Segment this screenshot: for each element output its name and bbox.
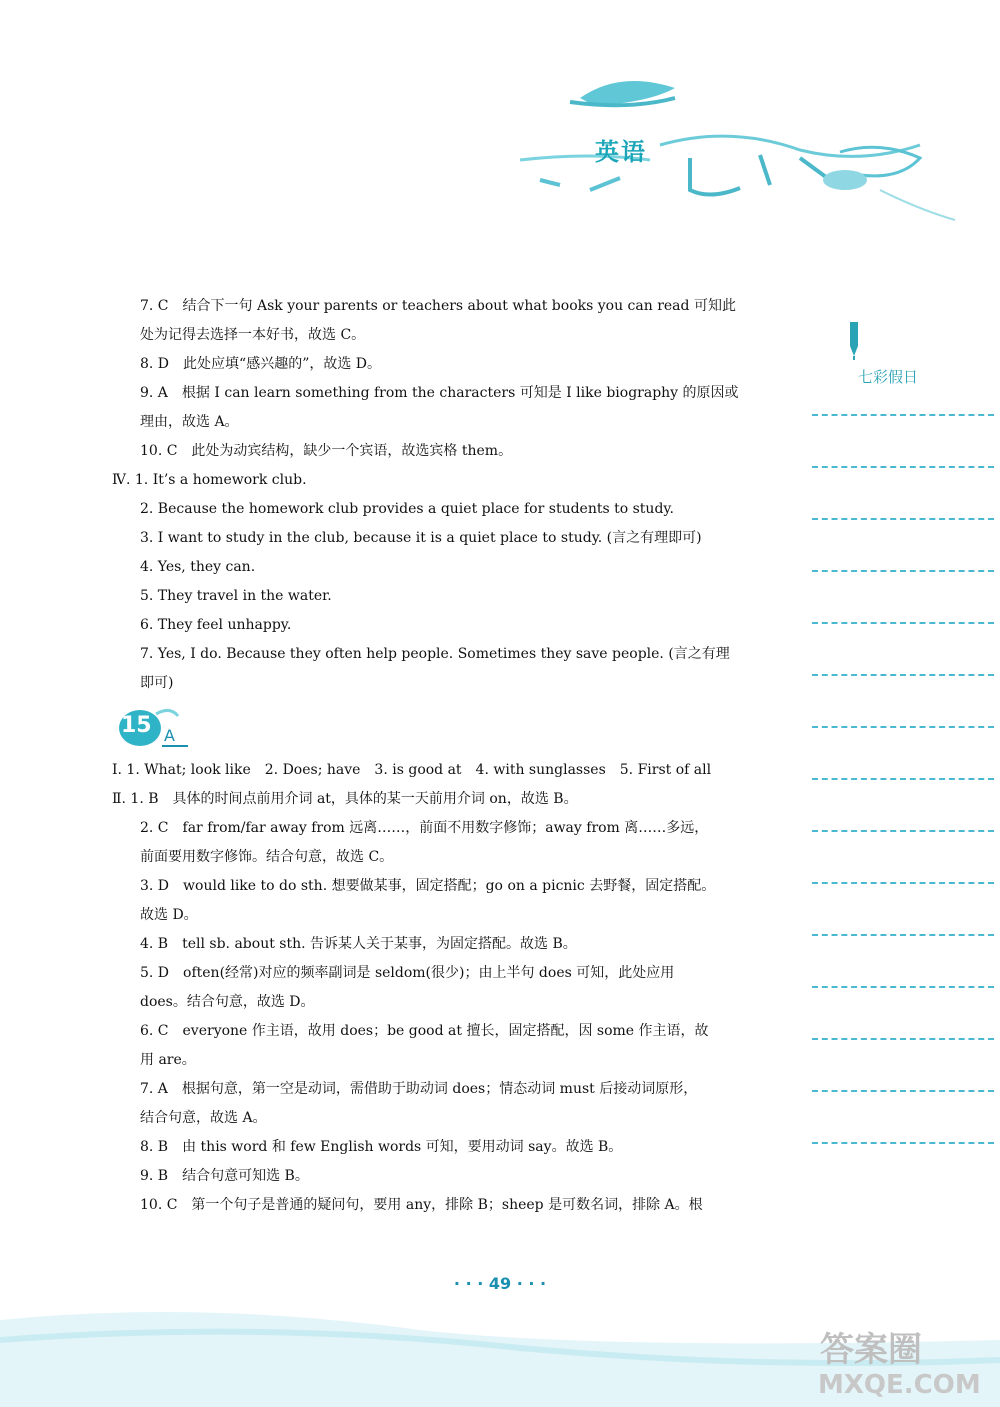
watermark-url: MXQE.COM bbox=[818, 1370, 981, 1400]
note-line bbox=[812, 414, 994, 416]
text-line: 7. Yes, I do. Because they often help people. Sometimes they save people. (言之有理 bbox=[140, 646, 730, 662]
section-number: 15 bbox=[121, 713, 152, 738]
text-line: 理由，故选 A。 bbox=[140, 414, 239, 430]
sidebar-label: 七彩假日 bbox=[858, 368, 919, 386]
header-decoration bbox=[500, 40, 960, 230]
answer-block-2 bbox=[112, 756, 752, 1220]
note-line bbox=[812, 1038, 994, 1040]
text-line: 5. D often(经常)对应的频率副词是 seldom(很少)；由上半句 does 可知，此处应用 bbox=[140, 965, 675, 981]
text-line: 3. I want to study in the club, because it is a quiet place to study. (言之有理即可) bbox=[140, 530, 702, 546]
text-line: 7. A 根据句意，第一空是动词，需借助于助动词 does；情态动词 must 后接动词原形， bbox=[140, 1081, 698, 1097]
answer-block-1 bbox=[112, 292, 752, 698]
text-line: 4. B tell sb. about sth. 告诉某人关于某事，为固定搭配。故选 B。 bbox=[140, 936, 577, 952]
note-line bbox=[812, 518, 994, 520]
text-line: 8. D 此处应填“感兴趣的”，故选 D。 bbox=[140, 356, 382, 372]
text-line: 9. B 结合句意可知选 B。 bbox=[140, 1168, 309, 1184]
text-line: 用 are。 bbox=[140, 1052, 196, 1068]
note-line bbox=[812, 1142, 994, 1144]
note-line bbox=[812, 726, 994, 728]
page-number: · · · 49 · · · bbox=[453, 1274, 547, 1293]
note-line bbox=[812, 1090, 994, 1092]
note-line bbox=[812, 674, 994, 676]
section-letter: A bbox=[164, 726, 175, 745]
text-line: 故选 D。 bbox=[140, 907, 198, 923]
text-line: 10. C 此处为动宾结构，缺少一个宾语，故选宾格 them。 bbox=[140, 443, 513, 459]
text-line: 前面要用数字修饰。结合句意，故选 C。 bbox=[140, 849, 394, 865]
note-line bbox=[812, 986, 994, 988]
note-line bbox=[812, 882, 994, 884]
text-line: 6. C everyone 作主语，故用 does；be good at 擅长，固定搭配，因 some 作主语，故 bbox=[140, 1023, 709, 1039]
text-line: 2. Because the homework club provides a quiet place for students to study. bbox=[140, 501, 674, 517]
text-line: Ⅱ. 1. B 具体的时间点前用介词 at，具体的某一天前用介词 on，故选 B。 bbox=[112, 791, 578, 807]
text-line: 结合句意，故选 A。 bbox=[140, 1110, 267, 1126]
pen-icon bbox=[840, 320, 870, 360]
text-line: Ⅳ. 1. It’s a homework club. bbox=[112, 472, 307, 488]
text-line: 4. Yes, they can. bbox=[140, 559, 256, 575]
note-line bbox=[812, 830, 994, 832]
text-line: 6. They feel unhappy. bbox=[140, 617, 292, 633]
note-line bbox=[812, 622, 994, 624]
text-line: 10. C 第一个句子是普通的疑问句，要用 any，排除 B；sheep 是可数名词，排除 A。根 bbox=[140, 1197, 703, 1213]
text-line: 即可) bbox=[140, 675, 174, 691]
text-line: Ⅰ. 1. What; look like 2. Does; have 3. is good at 4. with sunglasses 5. First of all bbox=[112, 762, 712, 778]
note-line bbox=[812, 934, 994, 936]
header-title: 英语 bbox=[595, 138, 647, 166]
note-line bbox=[812, 778, 994, 780]
text-line: 8. B 由 this word 和 few English words 可知，要用动词 say。故选 B。 bbox=[140, 1139, 623, 1155]
watermark: 答案圈 bbox=[820, 1330, 922, 1370]
text-line: 3. D would like to do sth. 想要做某事，固定搭配；go on a picnic 去野餐，固定搭配。 bbox=[140, 878, 716, 894]
text-line: 2. C far from/far away from 远离……，前面不用数字修饰；away from 离……多远， bbox=[140, 820, 709, 836]
note-line bbox=[812, 466, 994, 468]
text-line: 处为记得去选择一本好书，故选 C。 bbox=[140, 327, 366, 343]
text-line: does。结合句意，故选 D。 bbox=[140, 994, 315, 1010]
text-line: 7. C 结合下一句 Ask your parents or teachers about what books you can read 可知此 bbox=[140, 298, 736, 314]
text-line: 9. A 根据 I can learn something from the characters 可知是 I like biography 的原因或 bbox=[140, 385, 739, 401]
text-line: 5. They travel in the water. bbox=[140, 588, 332, 604]
note-line bbox=[812, 570, 994, 572]
